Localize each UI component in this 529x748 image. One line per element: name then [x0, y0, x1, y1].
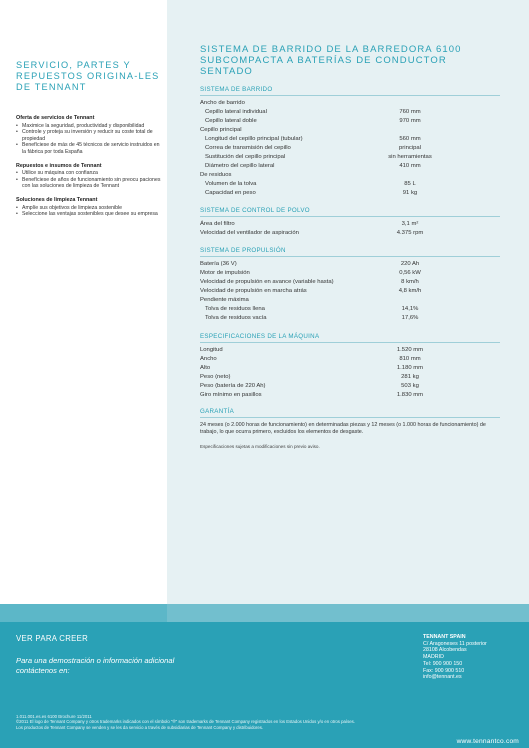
spec-value: 17,6%: [401, 315, 419, 321]
spec-label: Pendiente máxima: [200, 297, 249, 303]
guarantee-text: 24 meses (o 2.000 horas de funcionamiento) en determinadas piezas y 12 meses (o 1.000 horas de funcionamiento) de trabajo, lo que ocurra primero, excluidos los elementos de desgaste.: [200, 422, 486, 435]
section-heading-text: ESPECIFICACIONES DE LA MÁQUINA: [200, 333, 320, 340]
spec-label: Correa de transmisión del cepillo: [205, 145, 291, 151]
spec-value: 410 mm: [399, 163, 421, 169]
spec-label: Alto: [200, 365, 211, 371]
contact-email[interactable]: info@tennant.es: [423, 674, 462, 681]
spec-label: Longitud del cepillo principal (tubular): [205, 136, 303, 142]
contact-block: [423, 634, 523, 681]
parts-heading: Repuestos e insumos de Tennant: [16, 162, 102, 169]
spec-row: [200, 382, 500, 390]
contact-line: Tel: 900 900 150: [423, 660, 463, 667]
contact-line: MADRID: [423, 654, 444, 661]
spec-row: [200, 373, 500, 381]
fine-print: [16, 714, 476, 730]
spec-value: 0,56 kW: [399, 270, 421, 276]
divider: [200, 256, 500, 257]
spec-label: Diámetro del cepillo lateral: [205, 163, 275, 169]
spec-label: Cepillo lateral individual: [205, 109, 267, 115]
spec-row: [200, 229, 500, 237]
spec-value: 1.180 mm: [396, 365, 424, 371]
spec-label: Tolva de residuos llena: [205, 306, 265, 312]
left-sidebar: [0, 0, 167, 604]
spec-label: Velocidad de propulsión en marcha atrás: [200, 288, 307, 294]
spec-row: [200, 278, 500, 286]
spec-value: 503 kg: [401, 383, 419, 389]
spec-label: De residuos: [200, 172, 232, 178]
spec-label: Peso (batería de 220 Ah): [200, 383, 266, 389]
spec-row: [200, 153, 500, 161]
spec-row: [200, 162, 500, 170]
parts-list: [16, 170, 162, 190]
list-item: • Utilice su máquina con confianza: [16, 170, 162, 177]
spec-value: 85 L: [404, 181, 416, 187]
spec-label: Tolva de residuos vacía: [205, 315, 267, 321]
spec-row: [200, 296, 500, 304]
footer-heading: VER PARA CREER: [16, 634, 89, 643]
contact-name: TENNANT SPAIN: [423, 634, 466, 640]
spec-label: Batería (36 V): [200, 261, 237, 267]
spec-value: 14,1%: [401, 306, 419, 312]
section-heading-text: SISTEMA DE PROPULSIÓN: [200, 247, 286, 254]
section-heading-text: GARANTÍA: [200, 408, 235, 415]
spec-value: principal: [399, 145, 421, 151]
spec-row: [200, 180, 500, 188]
spec-label: Velocidad de propulsión en avance (variable hasta): [200, 279, 334, 285]
section-heading-propulsion: [200, 247, 500, 254]
spec-value: 810 mm: [399, 356, 421, 362]
divider: [200, 417, 500, 418]
spec-value: 970 mm: [399, 118, 421, 124]
fine-print-line: ©2011 El logo de Tennant Company y otros trademarks indicados con el símbolo "®" son trademarks de Tennant Company registrados en los Estados Unidos y/o en otros países.: [16, 719, 355, 725]
spec-value: 1.830 mm: [396, 392, 424, 398]
spec-label: Cepillo principal: [200, 127, 242, 133]
sidebar-content: [16, 115, 162, 225]
spec-value: 560 mm: [399, 136, 421, 142]
spec-label: Capacidad en peso: [205, 190, 256, 196]
website-link[interactable]: www.tennantco.com: [456, 738, 519, 745]
section-heading-garantia: [200, 408, 500, 415]
section-heading-text: SISTEMA DE BARRIDO: [200, 86, 273, 93]
divider: [200, 95, 500, 96]
solutions-heading: Soluciones de limpieza Tennant: [16, 196, 98, 203]
contact-line: 28108 Alcobendas: [423, 647, 467, 654]
spec-row: [200, 346, 500, 354]
spec-row: [200, 269, 500, 277]
list-item: • Amplíe sus objetivos de limpieza sostenible: [16, 205, 162, 212]
spec-row: [200, 99, 500, 107]
spec-row: [200, 135, 500, 143]
sidebar-title: SERVICIO, PARTES Y REPUESTOS ORIGINA-LES DE TENNANT: [16, 60, 160, 92]
fine-print-line: 1.011.001.es.es 6100 Brochure 11/2011: [16, 714, 92, 719]
spec-value: 4,8 km/h: [398, 288, 422, 294]
spec-row: [200, 305, 500, 313]
spec-row: [200, 144, 500, 152]
spec-row: [200, 364, 500, 372]
spec-label: Ancho de barrido: [200, 100, 245, 106]
spec-label: Motor de impulsión: [200, 270, 250, 276]
list-item: • Benefíciese de más de 45 técnicos de servicio instruidos en la fábrica por toda España: [16, 142, 162, 155]
footer-band: [0, 604, 167, 622]
spec-row: [200, 220, 500, 228]
list-item: • Maximice la seguridad, productividad y disponibilidad: [16, 123, 162, 130]
spec-value: 281 kg: [401, 374, 419, 380]
spec-row: [200, 189, 500, 197]
spec-label: Velocidad del ventilador de aspiración: [200, 230, 299, 236]
spec-row: [200, 355, 500, 363]
services-list: [16, 123, 162, 156]
section-heading-polvo: [200, 207, 500, 214]
spec-value: 220 Ah: [400, 261, 420, 267]
contact-line: Fax: 900 900 510: [423, 667, 465, 674]
spec-value: sin herramientas: [388, 154, 432, 160]
section-heading-barrido: [200, 86, 500, 93]
spec-label: Peso (neto): [200, 374, 231, 380]
list-item: • Controle y proteja su inversión y reducir su coste total de propiedad: [16, 129, 162, 142]
spec-row: [200, 117, 500, 125]
spec-row: [200, 126, 500, 134]
spec-label: Volumen de la tolva: [205, 181, 257, 187]
spec-value: 1.520 mm: [396, 347, 424, 353]
divider: [200, 216, 500, 217]
list-item: • Benefíciese de años de funcionamiento sin preocu paciones con las soluciones de limpieza de Tennant: [16, 177, 162, 190]
spec-row: [200, 260, 500, 268]
spec-value: 91 kg: [402, 190, 418, 196]
spec-label: Giro mínimo en pasillos: [200, 392, 262, 398]
spec-value: 4.375 rpm: [396, 230, 424, 236]
services-heading: Oferta de servicios de Tennant: [16, 115, 95, 121]
spec-value: 760 mm: [399, 109, 421, 115]
footer: [0, 604, 529, 748]
spec-row: [200, 314, 500, 322]
section-heading-text: SISTEMA DE CONTROL DE POLVO: [200, 207, 310, 214]
spec-label: Cepillo lateral doble: [205, 118, 257, 124]
divider: [200, 342, 500, 343]
spec-label: Sustitución del cepillo principal: [205, 154, 286, 160]
footer-band: [167, 604, 529, 622]
spec-row: [200, 108, 500, 116]
contact-line: C/ Aragoneses 11 posterior: [423, 640, 487, 647]
disclaimer-note: Especificaciones sujetas a modificaciones sin previo aviso.: [200, 444, 320, 449]
spec-row: [200, 287, 500, 295]
page-title: SISTEMA DE BARRIDO DE LA BARREDORA 6100 SUBCOMPACTA A BATERÍAS DE CONDUCTOR SENTADO: [200, 44, 462, 77]
spec-label: Longitud: [200, 347, 223, 353]
spec-value: 8 km/h: [401, 279, 419, 285]
spec-label: Área del filtro: [200, 221, 235, 227]
list-item: • Seleccione las ventajas sostenibles que desee su empresa: [16, 211, 162, 218]
spec-row: [200, 391, 500, 399]
fine-print-line: Los productos de Tennant Company se venden y se les da servicio a través de subsidiarias de Tennant Company y distribuidores.: [16, 724, 264, 730]
solutions-list: [16, 205, 162, 218]
section-heading-especificaciones: [200, 333, 500, 340]
footer-paragraph: Para una demostración o información adicional contáctenos en:: [16, 656, 175, 675]
spec-label: Ancho: [200, 356, 217, 362]
spec-row: [200, 171, 500, 179]
spec-value: 3,1 m²: [401, 221, 419, 227]
